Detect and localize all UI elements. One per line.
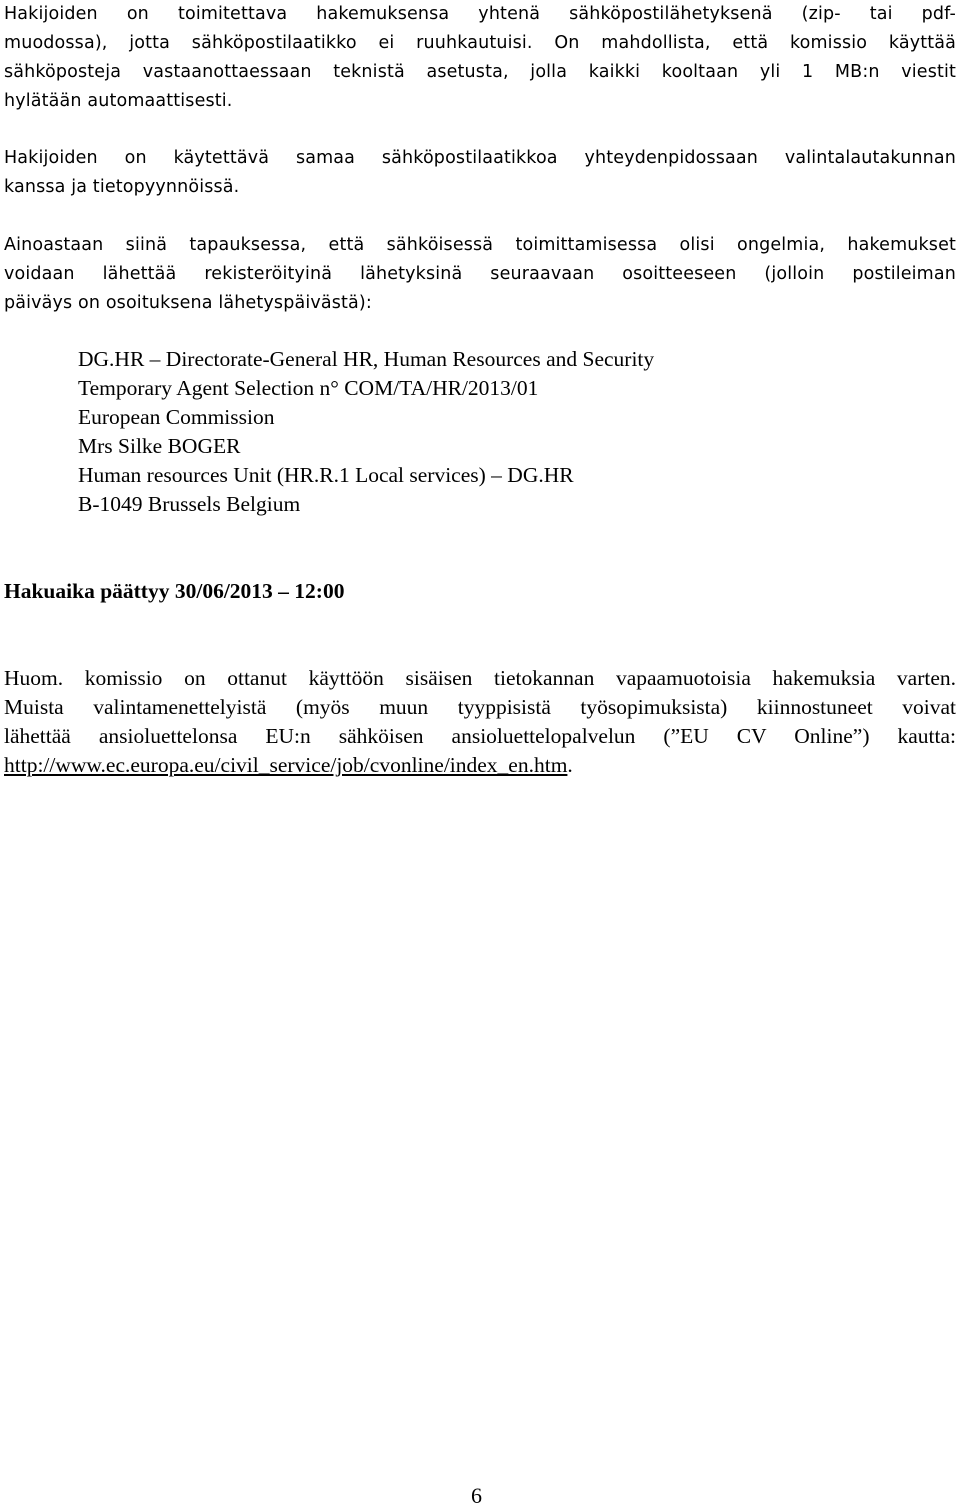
note-line: Muista valintamenettelyistä (myös muun tyyppisistä työsopimuksista) kiinnostuneet voivat [4, 695, 956, 719]
paragraph-2-line: Hakijoiden on käytettävä samaa sähköpostilaatikkoa yhteydenpidossaan valintalautakunnan [4, 148, 956, 168]
link-suffix: . [567, 753, 573, 777]
address-line: European Commission [78, 405, 275, 429]
paragraph-3-line: päiväys on osoituksena lähetyspäivästä): [4, 293, 372, 313]
paragraph-1-line: muodossa), jotta sähköpostilaatikko ei ruuhkautuisi. On mahdollista, että komissio käyttää [4, 33, 956, 53]
cv-online-link[interactable]: http://www.ec.europa.eu/civil_service/job/cvonline/index_en.htm [4, 753, 568, 777]
address-line: B-1049 Brussels Belgium [78, 492, 301, 516]
address-line: Mrs Silke BOGER [78, 434, 241, 458]
paragraph-2-line: kanssa ja tietopyynnöissä. [4, 177, 240, 197]
note-line: Huom. komissio on ottanut käyttöön sisäisen tietokannan vapaamuotoisia hakemuksia varten. [4, 666, 956, 690]
address-line: Human resources Unit (HR.R.1 Local services) – DG.HR [78, 463, 574, 487]
page-number: 6 [471, 1483, 482, 1508]
deadline-heading: Hakuaika päättyy 30/06/2013 – 12:00 [4, 579, 345, 603]
paragraph-1-line: hylätään automaattisesti. [4, 91, 233, 111]
paragraph-3-line: voidaan lähettää rekisteröityinä lähetyksinä seuraavaan osoitteeseen (jolloin postileiman [4, 264, 956, 284]
paragraph-1-line: Hakijoiden on toimitettava hakemuksensa yhtenä sähköpostilähetyksenä (zip- tai pdf- [4, 4, 956, 24]
paragraph-3-line: Ainoastaan siinä tapauksessa, että sähköisessä toimittamisessa olisi ongelmia, hakemukset [4, 235, 956, 255]
address-line: DG.HR – Directorate-General HR, Human Resources and Security [78, 347, 655, 371]
note-link-line [4, 751, 573, 780]
paragraph-1-line: sähköposteja vastaanottaessaan teknistä asetusta, jolla kaikki kooltaan yli 1 MB:n viestit [4, 62, 956, 82]
address-line: Temporary Agent Selection n° COM/TA/HR/2013/01 [78, 376, 539, 400]
note-line: lähettää ansioluettelonsa EU:n sähköisen ansioluettelopalvelun (”EU CV Online”) kautta: [4, 724, 956, 748]
